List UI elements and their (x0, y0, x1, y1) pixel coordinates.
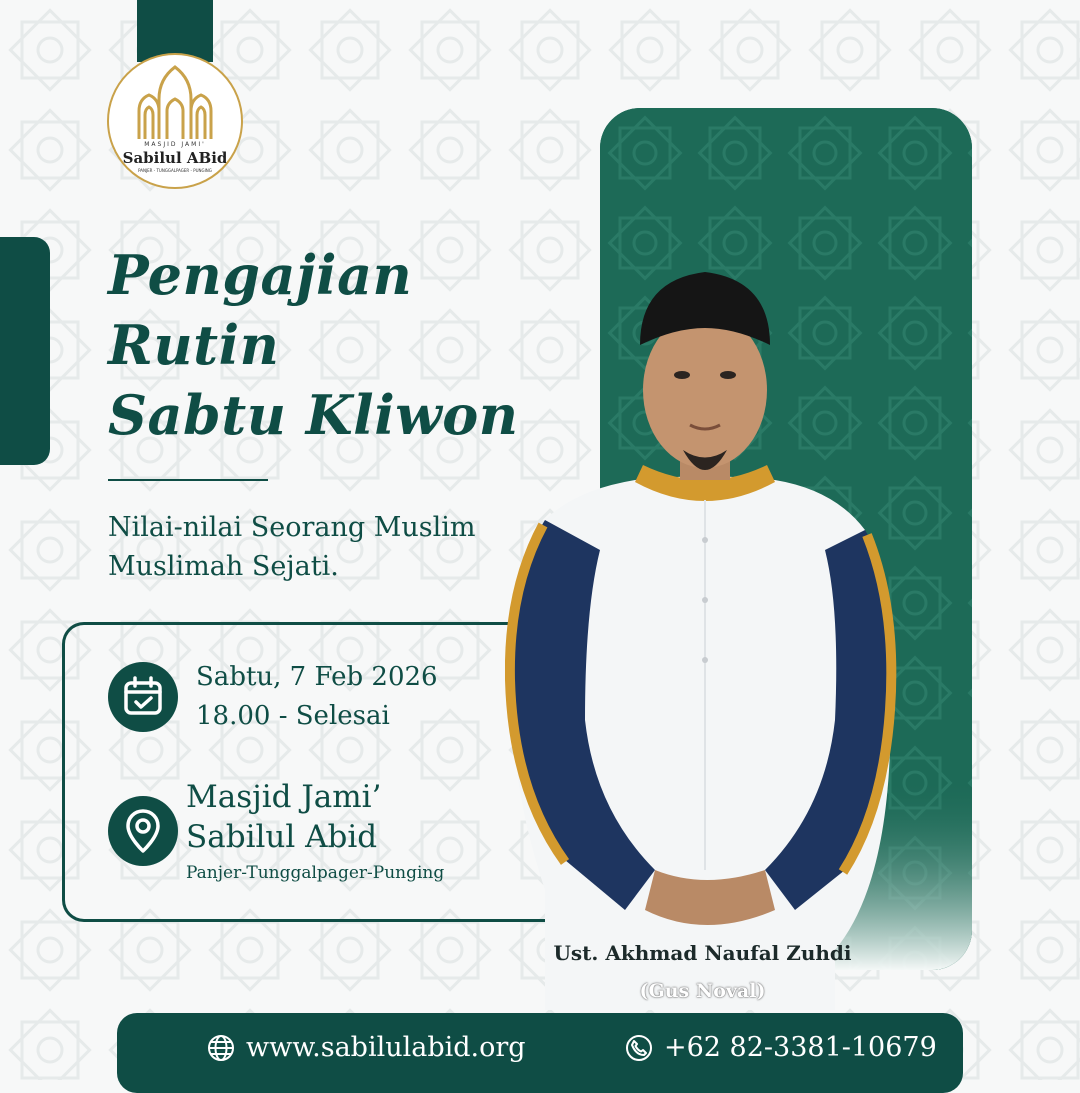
website-text: www.sabilulabid.org (246, 1032, 526, 1063)
logo-small-text: MASJID JAMI' (144, 141, 206, 148)
title-line-3: Sabtu Kliwon (108, 383, 519, 447)
title-line-2: Rutin (108, 313, 280, 377)
event-subtitle (108, 508, 475, 586)
title-divider (108, 479, 268, 481)
phone-icon (624, 1033, 654, 1063)
subtitle-line-1: Nilai-nilai Seorang Muslim (108, 512, 476, 543)
event-title (108, 240, 518, 450)
globe-icon (206, 1033, 236, 1063)
map-pin-icon (108, 796, 178, 866)
website-link[interactable] (206, 1030, 526, 1066)
mosque-logo (107, 53, 243, 189)
venue-line-2: Sabilul Abid (186, 819, 378, 855)
phone-link[interactable] (624, 1030, 937, 1066)
event-time: 18.00 - Selesai (196, 701, 390, 731)
title-line-1: Pengajian (108, 243, 413, 307)
logo-name: Sabilul ABid (122, 149, 228, 167)
speaker-name: Ust. Akhmad Naufal Zuhdi (553, 941, 852, 965)
venue-line-1: Masjid Jami’ (186, 779, 382, 815)
speaker-nickname: (Gus Noval) (639, 980, 766, 1002)
left-accent-tab (0, 237, 50, 465)
venue-address: Panjer-Tunggalpager-Punging (186, 863, 445, 883)
event-date: Sabtu, 7 Feb 2026 (196, 662, 438, 692)
phone-text: +62 82-3381-10679 (664, 1032, 937, 1063)
subtitle-line-2: Muslimah Sejati. (108, 551, 339, 582)
speaker-photo (505, 250, 900, 1010)
calendar-check-icon (108, 662, 178, 732)
logo-tagline: PANJER - TUNGGALPAGER - PUNGING (138, 168, 212, 173)
